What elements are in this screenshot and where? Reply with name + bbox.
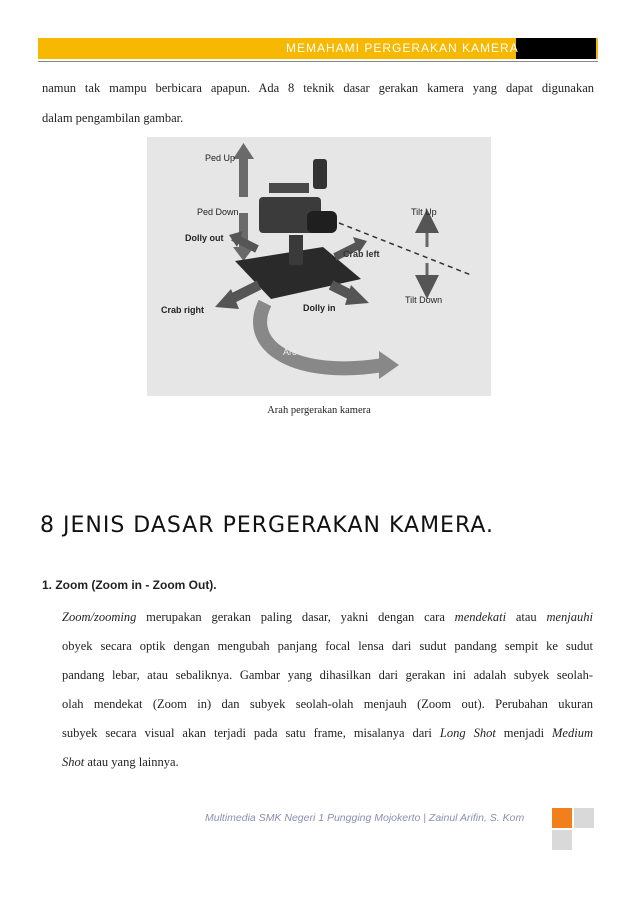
label-ped-down: Ped Down (197, 207, 239, 217)
intro-line-2: dalam pengambilan gambar. (42, 111, 184, 125)
figure-caption: Arah pergerakan kamera (267, 405, 371, 416)
label-crab-right: Crab right (161, 305, 205, 315)
header-rule (38, 61, 598, 62)
label-tilt-up: Tilt Up (411, 207, 437, 217)
item-body-line-1: Zoom/zooming merupakan gerakan paling dasar, yakni dengan cara mendekati atau menjauhi (62, 610, 593, 624)
label-arc: Arc (283, 347, 297, 357)
item-body-line-6: Shot atau yang lainnya. (62, 755, 179, 769)
camera-movement-figure (147, 137, 491, 396)
label-ped-up: Ped Up (205, 153, 236, 163)
footer-text: Multimedia SMK Negeri 1 Pungging Mojokerto | Zainul Arifin, S. Kom (205, 812, 525, 824)
item-body-line-5: subyek secara visual akan terjadi pada satu frame, misalanya dari Long Shot menjadi Medium (62, 726, 593, 740)
header-black-block (516, 38, 596, 59)
item-body-line-4: olah mendekat (Zoom in) dan subyek seolah-olah menjauh (Zoom out). Perubahan ukuran (62, 697, 593, 711)
intro-line-1: namun tak mampu berbicara apapun. Ada 8 teknik dasar gerakan kamera yang dapat digunakan (42, 81, 594, 95)
label-dolly-in: Dolly in (303, 303, 336, 313)
item-body-line-2: obyek secara optik dengan mengubah panjang focal lensa dari sudut pandang sempit ke sudut (62, 639, 593, 653)
header-title: MEMAHAMI PERGERAKAN KAMERA (286, 41, 519, 55)
label-dolly-out: Dolly out (185, 233, 224, 243)
camera-movement-illustration (147, 137, 491, 396)
item-body-line-3: pandang lebar, atau sebaliknya. Gambar yang dihasilkan dari gerakan ini adalah subyek seolah- (62, 668, 593, 682)
section-title: 8 JENIS DASAR PERGERAKAN KAMERA. (40, 513, 494, 538)
footer-gray-square-2 (552, 830, 572, 850)
item-heading: 1. Zoom (Zoom in - Zoom Out). (42, 578, 217, 592)
footer-orange-square (552, 808, 572, 828)
label-tilt-down: Tilt Down (405, 295, 443, 305)
footer-gray-square-1 (574, 808, 594, 828)
label-crab-left: Crab left (343, 249, 380, 259)
